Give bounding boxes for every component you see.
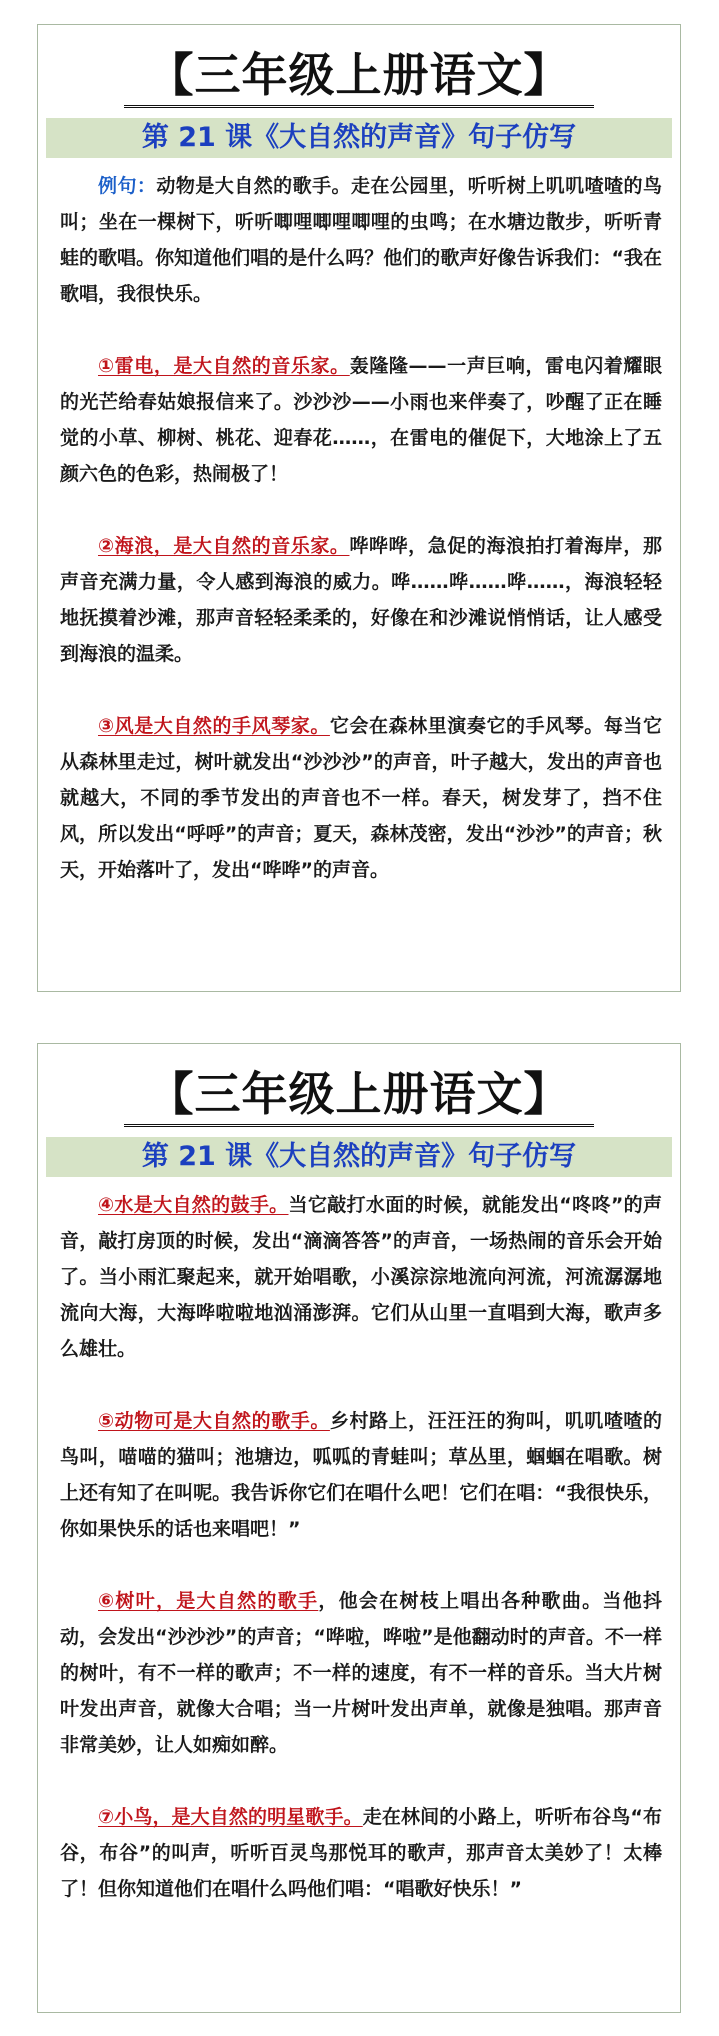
paragraph-text: ，他会在树枝上唱出各种歌曲。当他抖动，会发出“沙沙沙”的声音；“哗啦，哗啦”是他翻动时的声音。不一样的树叶，有不一样的歌声；不一样的速度，有不一样的音乐。当大片树叶发出声音，就像大合唱；当一片树叶发出声单，就像是独唱。那声音非常美妙，让人如痴如醉。 [60, 1590, 662, 1756]
example-label: 例句： [98, 175, 157, 197]
paragraph-text: 它会在森林里演奏它的手风琴。每当它从森林里走过，树叶就发出“沙沙沙”的声音，叶子越大，发出的声音也就越大，不同的季节发出的声音也不一样。春天，树发芽了，挡不住风，所以发出“呼呼”的声音；夏天，森林茂密，发出“沙沙”的声音；秋天，开始落叶了，发出“哗哗”的声音。 [60, 715, 662, 881]
sentence-label: ④水是大自然的鼓手。 [98, 1194, 289, 1216]
example-paragraph [60, 168, 662, 312]
sentence-label: ⑦小鸟，是大自然的明星歌手。 [98, 1806, 363, 1828]
sentence-paragraph-6 [60, 1583, 662, 1763]
sentence-label: ⑥树叶，是大自然的歌手 [98, 1590, 319, 1612]
paragraph-text: 走在林间的小路上，听听布谷鸟“布谷，布谷”的叫声，听听百灵鸟那悦耳的歌声，那声音太美妙了！太棒了！但你知道他们在唱什么吗他们唱：“唱歌好快乐！” [60, 1806, 662, 1900]
paragraph-text: 轰隆隆——一声巨响，雷电闪着耀眼的光芒给春姑娘报信来了。沙沙沙——小雨也来伴奏了，吵醒了正在睡觉的小草、柳树、桃花、迎春花……，在雷电的催促下，大地涂上了五颜六色的色彩，热闹极了！ [60, 355, 662, 485]
sentence-paragraph-5 [60, 1403, 662, 1547]
paragraph-text: 乡村路上，汪汪汪的狗叫，叽叽喳喳的鸟叫，喵喵的猫叫；池塘边，呱呱的青蛙叫；草丛里，蝈蝈在唱歌。树上还有知了在叫呢。我告诉你它们在唱什么吧！它们在唱：“我很快乐，你如果快乐的话也来唱吧！” [60, 1410, 662, 1540]
lesson-subtitle: 第 21 课《大自然的声音》句子仿写 [46, 1137, 672, 1177]
page-content [38, 168, 680, 888]
paragraph-text: 动物是大自然的歌手。走在公园里，听听树上叽叽喳喳的鸟叫；坐在一棵树下，听听唧哩唧哩唧哩的虫鸣；在水塘边散步，听听青蛙的歌唱。你知道他们唱的是什么吗？他们的歌声好像告诉我们：“我在歌唱，我很快乐。 [60, 175, 662, 305]
worksheet-page-1 [37, 24, 681, 992]
sentence-paragraph-1 [60, 348, 662, 492]
sentence-paragraph-4 [60, 1187, 662, 1367]
sentence-paragraph-2 [60, 528, 662, 672]
sentence-paragraph-7 [60, 1799, 662, 1907]
paragraph-text: 当它敲打水面的时候，就能发出“咚咚”的声音，敲打房顶的时候，发出“滴滴答答”的声音，一场热闹的音乐会开始了。当小雨汇聚起来，就开始唱歌，小溪淙淙地流向河流，河流潺潺地流向大海，大海哗啦啦地汹涌澎湃。它们从山里一直唱到大海，歌声多么雄壮。 [60, 1194, 662, 1360]
page-content [38, 1187, 680, 1907]
lesson-subtitle: 第 21 课《大自然的声音》句子仿写 [46, 118, 672, 158]
sentence-label: ⑤动物可是大自然的歌手。 [98, 1410, 330, 1432]
sentence-paragraph-3 [60, 708, 662, 888]
paragraph-text: 哗哗哗，急促的海浪拍打着海岸，那声音充满力量，令人感到海浪的威力。哗……哗……哗……，海浪轻轻地抚摸着沙滩，那声音轻轻柔柔的，好像在和沙滩说悄悄话，让人感受到海浪的温柔。 [60, 535, 662, 665]
page-title: 【三年级上册语文】 [124, 1066, 594, 1127]
sentence-label: ③风是大自然的手风琴家。 [98, 715, 330, 737]
worksheet-page-2 [37, 1043, 681, 2013]
sentence-label: ①雷电，是大自然的音乐家。 [98, 355, 350, 377]
sentence-label: ②海浪，是大自然的音乐家。 [98, 535, 350, 557]
page-title: 【三年级上册语文】 [124, 47, 594, 108]
